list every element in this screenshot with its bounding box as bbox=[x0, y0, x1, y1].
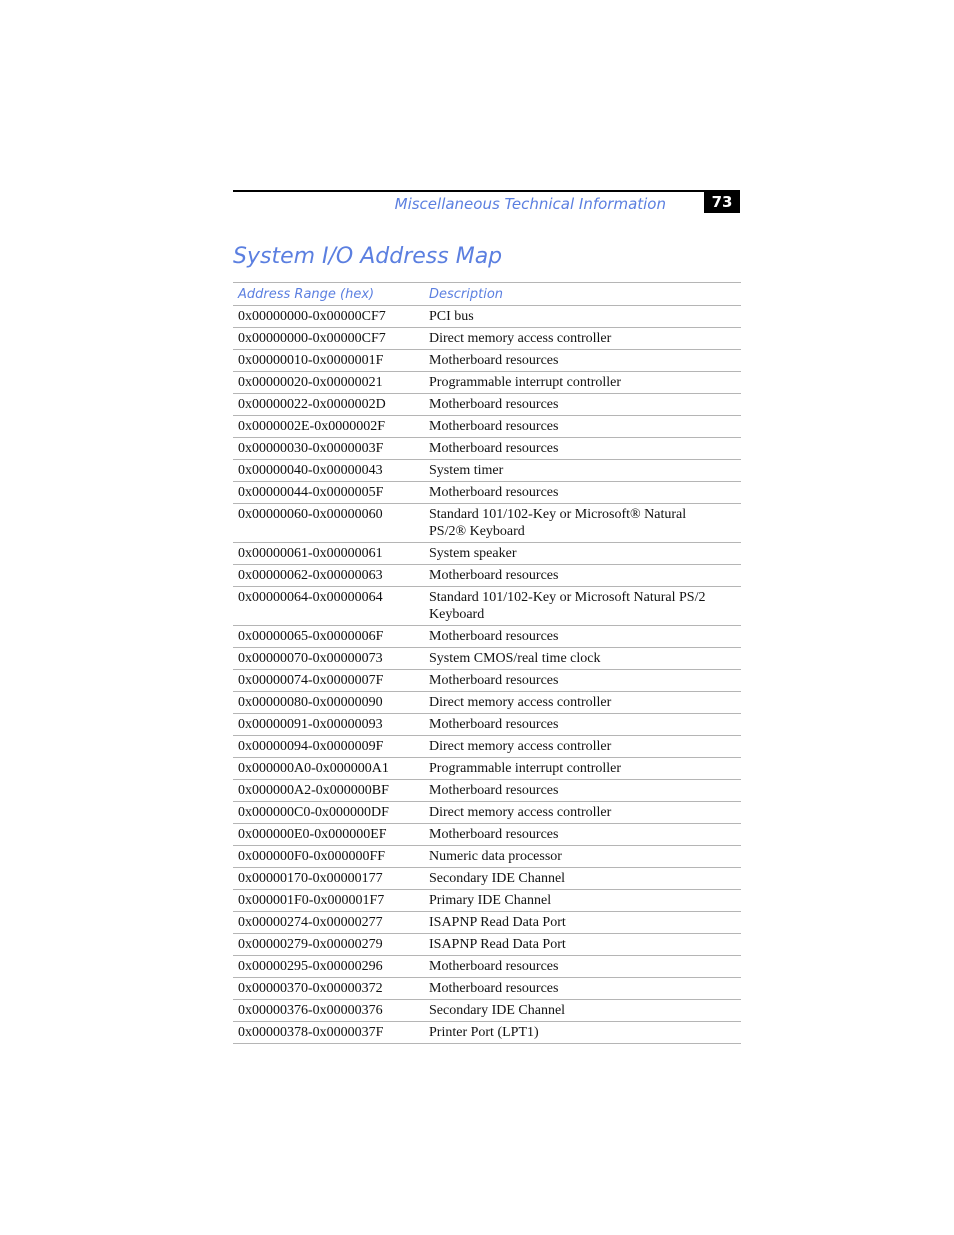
table-row bbox=[233, 350, 741, 372]
description-cell: Motherboard resources bbox=[424, 714, 741, 736]
table-row bbox=[233, 824, 741, 846]
description-cell: Motherboard resources bbox=[424, 394, 741, 416]
table-header-row bbox=[233, 283, 741, 306]
description-cell: ISAPNP Read Data Port bbox=[424, 934, 741, 956]
address-range-cell: 0x00000064-0x00000064 bbox=[233, 587, 424, 626]
address-range-cell: 0x00000080-0x00000090 bbox=[233, 692, 424, 714]
table-row bbox=[233, 978, 741, 1000]
table-row bbox=[233, 1000, 741, 1022]
description-cell: ISAPNP Read Data Port bbox=[424, 912, 741, 934]
address-range-cell: 0x00000070-0x00000073 bbox=[233, 648, 424, 670]
table-row bbox=[233, 543, 741, 565]
address-range-cell: 0x00000062-0x00000063 bbox=[233, 565, 424, 587]
description-cell: Motherboard resources bbox=[424, 438, 741, 460]
header-rule bbox=[233, 190, 740, 192]
table-row bbox=[233, 714, 741, 736]
description-cell: Direct memory access controller bbox=[424, 736, 741, 758]
description-cell: Motherboard resources bbox=[424, 416, 741, 438]
description-cell: Direct memory access controller bbox=[424, 802, 741, 824]
address-range-cell: 0x00000274-0x00000277 bbox=[233, 912, 424, 934]
description-cell: System speaker bbox=[424, 543, 741, 565]
table-row bbox=[233, 328, 741, 350]
table-row bbox=[233, 890, 741, 912]
description-cell: Motherboard resources bbox=[424, 824, 741, 846]
description-cell: Motherboard resources bbox=[424, 565, 741, 587]
address-range-cell: 0x00000040-0x00000043 bbox=[233, 460, 424, 482]
address-range-cell: 0x00000170-0x00000177 bbox=[233, 868, 424, 890]
address-range-cell: 0x000001F0-0x000001F7 bbox=[233, 890, 424, 912]
column-header-description: Description bbox=[424, 283, 741, 306]
description-cell: Direct memory access controller bbox=[424, 692, 741, 714]
address-range-cell: 0x00000295-0x00000296 bbox=[233, 956, 424, 978]
table-row bbox=[233, 587, 741, 626]
table-row bbox=[233, 1022, 741, 1044]
description-cell: Motherboard resources bbox=[424, 956, 741, 978]
address-range-cell: 0x00000060-0x00000060 bbox=[233, 504, 424, 543]
description-cell: Motherboard resources bbox=[424, 482, 741, 504]
description-cell: Primary IDE Channel bbox=[424, 890, 741, 912]
address-range-cell: 0x000000F0-0x000000FF bbox=[233, 846, 424, 868]
table-row bbox=[233, 934, 741, 956]
table-row bbox=[233, 802, 741, 824]
column-header-address-range: Address Range (hex) bbox=[233, 283, 424, 306]
address-range-cell: 0x00000030-0x0000003F bbox=[233, 438, 424, 460]
description-cell: PCI bus bbox=[424, 306, 741, 328]
table-row bbox=[233, 565, 741, 587]
page-number: 73 bbox=[704, 191, 740, 213]
address-range-cell: 0x00000000-0x00000CF7 bbox=[233, 328, 424, 350]
table-row bbox=[233, 868, 741, 890]
table-row bbox=[233, 394, 741, 416]
address-range-cell: 0x000000E0-0x000000EF bbox=[233, 824, 424, 846]
table-row bbox=[233, 648, 741, 670]
table-row bbox=[233, 460, 741, 482]
address-range-cell: 0x00000279-0x00000279 bbox=[233, 934, 424, 956]
description-cell: System timer bbox=[424, 460, 741, 482]
address-range-cell: 0x000000A0-0x000000A1 bbox=[233, 758, 424, 780]
table-row bbox=[233, 780, 741, 802]
address-range-cell: 0x00000000-0x00000CF7 bbox=[233, 306, 424, 328]
table-row bbox=[233, 416, 741, 438]
table-row bbox=[233, 846, 741, 868]
description-cell: Secondary IDE Channel bbox=[424, 1000, 741, 1022]
table-row bbox=[233, 626, 741, 648]
table-row bbox=[233, 736, 741, 758]
table-row bbox=[233, 504, 741, 543]
description-cell: Numeric data processor bbox=[424, 846, 741, 868]
address-range-cell: 0x00000091-0x00000093 bbox=[233, 714, 424, 736]
address-range-cell: 0x00000074-0x0000007F bbox=[233, 670, 424, 692]
description-cell: Programmable interrupt controller bbox=[424, 372, 741, 394]
address-range-cell: 0x00000094-0x0000009F bbox=[233, 736, 424, 758]
address-range-cell: 0x00000370-0x00000372 bbox=[233, 978, 424, 1000]
table-row bbox=[233, 482, 741, 504]
table-row bbox=[233, 306, 741, 328]
address-range-cell: 0x00000022-0x0000002D bbox=[233, 394, 424, 416]
address-range-cell: 0x0000002E-0x0000002F bbox=[233, 416, 424, 438]
description-cell: Motherboard resources bbox=[424, 780, 741, 802]
table-body bbox=[233, 306, 741, 1044]
section-title: System I/O Address Map bbox=[233, 244, 503, 269]
address-range-cell: 0x00000065-0x0000006F bbox=[233, 626, 424, 648]
description-cell: Motherboard resources bbox=[424, 626, 741, 648]
description-cell: System CMOS/real time clock bbox=[424, 648, 741, 670]
table-row bbox=[233, 438, 741, 460]
table-row bbox=[233, 692, 741, 714]
running-head: Miscellaneous Technical Information bbox=[394, 195, 666, 213]
description-cell: Standard 101/102-Key or Microsoft® Natural PS/2® Keyboard bbox=[424, 504, 741, 543]
description-cell: Motherboard resources bbox=[424, 670, 741, 692]
description-cell: Direct memory access controller bbox=[424, 328, 741, 350]
address-range-cell: 0x00000061-0x00000061 bbox=[233, 543, 424, 565]
description-cell: Standard 101/102-Key or Microsoft Natural PS/2 Keyboard bbox=[424, 587, 741, 626]
description-cell: Secondary IDE Channel bbox=[424, 868, 741, 890]
table-row bbox=[233, 758, 741, 780]
address-range-cell: 0x00000376-0x00000376 bbox=[233, 1000, 424, 1022]
address-range-cell: 0x00000010-0x0000001F bbox=[233, 350, 424, 372]
description-cell: Printer Port (LPT1) bbox=[424, 1022, 741, 1044]
table-row bbox=[233, 912, 741, 934]
table-row bbox=[233, 372, 741, 394]
description-cell: Motherboard resources bbox=[424, 978, 741, 1000]
description-cell: Programmable interrupt controller bbox=[424, 758, 741, 780]
io-address-table bbox=[233, 282, 741, 1044]
description-cell: Motherboard resources bbox=[424, 350, 741, 372]
address-range-cell: 0x00000044-0x0000005F bbox=[233, 482, 424, 504]
address-range-cell: 0x000000C0-0x000000DF bbox=[233, 802, 424, 824]
address-range-cell: 0x00000378-0x0000037F bbox=[233, 1022, 424, 1044]
address-range-cell: 0x00000020-0x00000021 bbox=[233, 372, 424, 394]
table-row bbox=[233, 670, 741, 692]
address-range-cell: 0x000000A2-0x000000BF bbox=[233, 780, 424, 802]
table-row bbox=[233, 956, 741, 978]
